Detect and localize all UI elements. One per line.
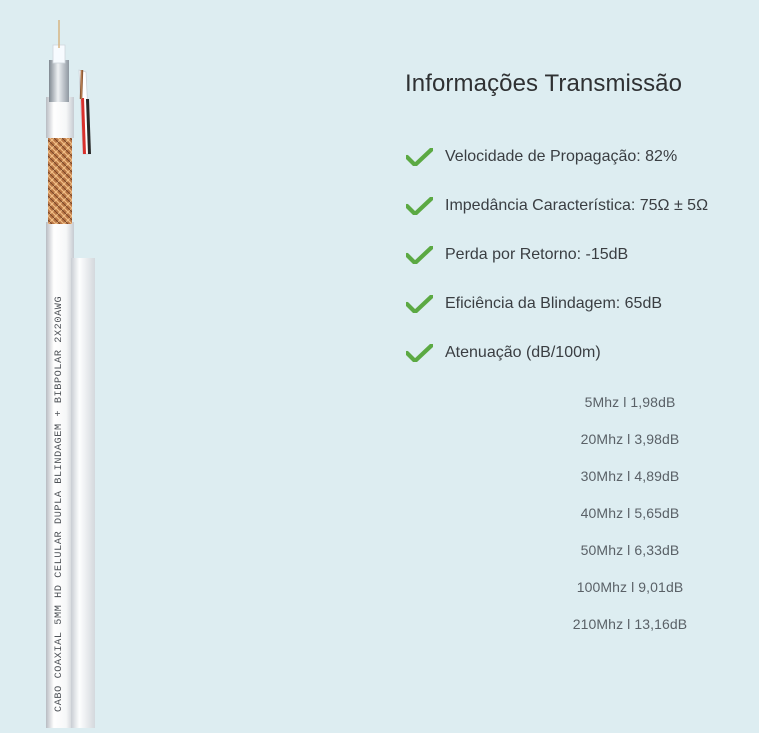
- section-title: Informações Transmissão: [405, 70, 683, 97]
- spec-item-attenuation: [405, 328, 750, 377]
- check-icon: [405, 343, 433, 363]
- copper-strand-left: [81, 70, 82, 99]
- spec-item-impedance: [405, 181, 750, 230]
- coaxial-cable-illustration: [0, 0, 130, 728]
- spec-label: Eficiência da Blindagem: 65dB: [445, 294, 663, 312]
- check-icon: [405, 147, 433, 167]
- spec-label: Perda por Retorno: -15dB: [445, 245, 629, 263]
- spec-item-propagation: [405, 132, 750, 181]
- inner-white-jacket: [46, 97, 74, 138]
- check-icon: [405, 294, 433, 314]
- attenuation-row: 20Mhz l 3,98dB: [580, 431, 680, 447]
- foil-shield: [49, 60, 69, 102]
- attenuation-row: 40Mhz l 5,65dB: [580, 505, 680, 521]
- copper-braid: [48, 138, 72, 224]
- spec-item-shield-efficiency: [405, 279, 750, 328]
- attenuation-row: 5Mhz l 1,98dB: [584, 394, 676, 410]
- attenuation-row: 210Mhz l 13,16dB: [572, 616, 688, 632]
- transmission-info-section: [405, 70, 750, 377]
- attenuation-row: 50Mhz l 6,33dB: [580, 542, 680, 558]
- attenuation-row: 100Mhz l 9,01dB: [576, 579, 684, 595]
- spec-label: Atenuação (dB/100m): [445, 343, 601, 361]
- attenuation-row: 30Mhz l 4,89dB: [580, 468, 680, 484]
- check-icon: [405, 196, 433, 216]
- cable-print-text: CABO COAXIAL 5MM HD CELULAR DUPLA BLINDAGEM + BIBPOLAR 2X20AWG: [54, 295, 65, 712]
- spec-item-return-loss: [405, 230, 750, 279]
- secondary-cable-jacket: [71, 258, 95, 728]
- attenuation-list: [545, 384, 715, 643]
- cable-image: [0, 0, 130, 728]
- spec-label: Velocidade de Propagação: 82%: [445, 147, 678, 165]
- check-icon: [405, 245, 433, 265]
- spec-label: Impedância Característica: 75Ω ± 5Ω: [445, 196, 709, 214]
- spec-list: [405, 132, 750, 377]
